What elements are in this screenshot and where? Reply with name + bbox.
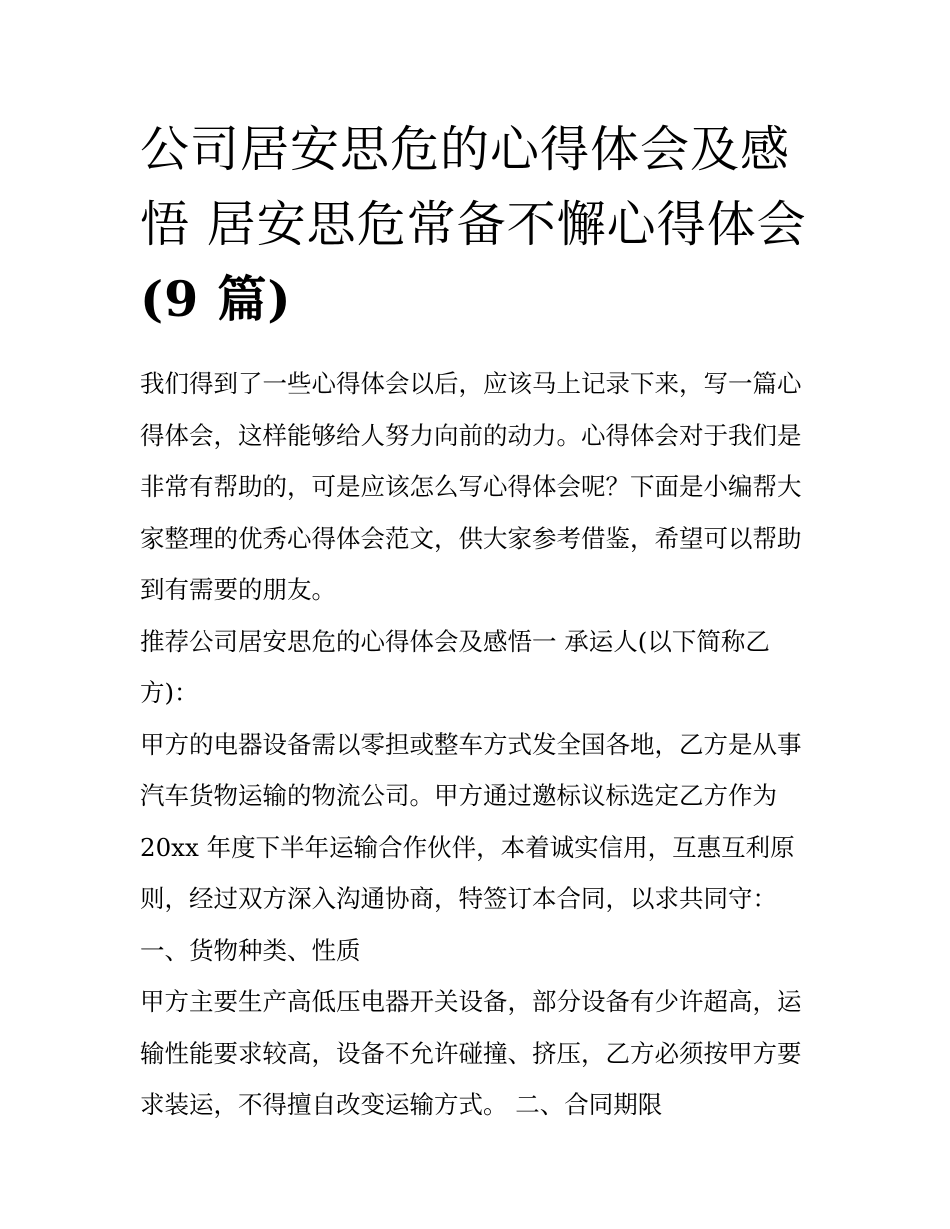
paragraph-goods xyxy=(140,976,830,1131)
text-line: 推荐公司居安思危的心得体会及感悟一 承运人(以下简称乙 xyxy=(140,626,770,656)
paragraph-recommend xyxy=(140,616,830,719)
paragraph-intro xyxy=(140,358,830,616)
text-line: 甲方主要生产高低压电器开关设备，部分设备有少许超高，运 xyxy=(140,987,802,1016)
text-line: 求装运，不得擅自改变运输方式。 二、合同期限 xyxy=(140,1090,663,1119)
title-line-2: 悟 居安思危常备不懈心得体会 xyxy=(140,196,807,253)
title-line-3: (9 篇) xyxy=(140,270,292,328)
title-line-1: 公司居安思危的心得体会及感 xyxy=(140,121,791,178)
text-line: 到有需要的朋友。 xyxy=(140,575,336,604)
document-title xyxy=(140,112,830,337)
text-line: 20xx 年度下半年运输合作伙伴，本着诚实信用，互惠互利原 xyxy=(140,832,795,862)
text-line: 得体会，这样能够给人努力向前的动力。心得体会对于我们是 xyxy=(140,420,802,450)
section-heading-goods xyxy=(140,925,830,977)
text-line: 我们得到了一些心得体会以后，应该马上记录下来，写一篇心 xyxy=(140,369,802,398)
text-line: 一、货物种类、性质 xyxy=(140,935,361,965)
text-line: 方)： xyxy=(140,678,199,707)
text-line: 则，经过双方深入沟通协商，特签订本合同，以求共同守： xyxy=(140,884,777,913)
text-line: 汽车货物运输的物流公司。甲方通过邀标议标选定乙方作为 xyxy=(140,781,777,810)
text-line: 家整理的优秀心得体会范文，供大家参考借鉴，希望可以帮助 xyxy=(140,523,802,553)
paragraph-contract-intro xyxy=(140,719,830,925)
text-line: 非常有帮助的，可是应该怎么写心得体会呢？下面是小编帮大 xyxy=(140,472,802,501)
text-line: 输性能要求较高，设备不允许碰撞、挤压，乙方必须按甲方要 xyxy=(140,1038,802,1068)
text-line: 甲方的电器设备需以零担或整车方式发全国各地，乙方是从事 xyxy=(140,729,802,759)
document-body xyxy=(140,358,830,1131)
